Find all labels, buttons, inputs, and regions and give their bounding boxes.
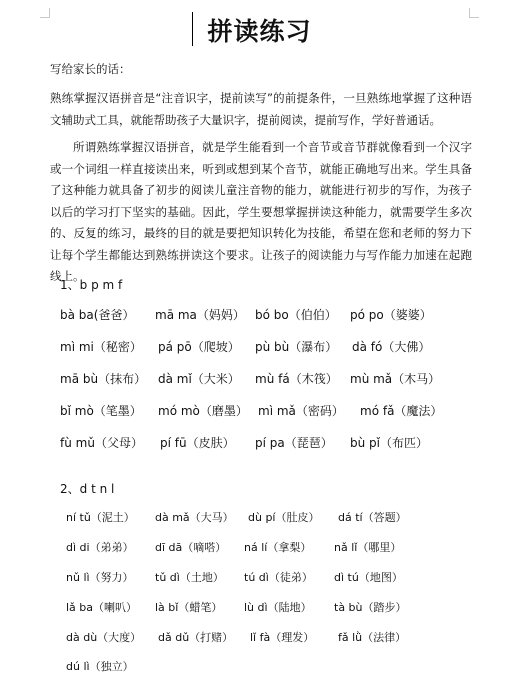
word-item: mā bù（抹布） xyxy=(60,372,147,386)
word-item: pá pō（爬坡） xyxy=(158,340,240,354)
word-row xyxy=(0,434,519,454)
word-row xyxy=(0,402,519,422)
text-cursor xyxy=(192,12,193,46)
word-item: pí pa（琵琶） xyxy=(255,436,333,450)
word-item: mó fǎ（魔法） xyxy=(360,404,443,418)
word-row xyxy=(0,370,519,390)
word-row xyxy=(0,599,519,619)
word-item: fǎ lǜ（法律） xyxy=(338,631,407,644)
word-item: ná lí（拿梨） xyxy=(244,541,312,554)
word-item: dú lì（独立） xyxy=(66,660,134,673)
word-row xyxy=(0,338,519,358)
word-item: pù bù（瀑布） xyxy=(255,340,338,354)
salutation: 写给家长的话： xyxy=(50,62,131,76)
word-item: mù fá（木筏） xyxy=(255,372,338,386)
word-item: nǔ lì（努力） xyxy=(66,571,134,584)
word-item: dà dù（大度） xyxy=(66,631,142,644)
word-item: lǐ fà（理发） xyxy=(250,631,315,644)
word-row xyxy=(0,306,519,326)
page-title: 拼读练习 xyxy=(207,17,312,46)
word-item: pó po（婆婆） xyxy=(350,308,432,322)
word-row xyxy=(0,658,519,678)
word-item: dì di（弟弟） xyxy=(66,541,134,554)
word-item: tà bù（踏步） xyxy=(334,601,407,614)
word-item: lù dì（陆地） xyxy=(244,601,312,614)
word-row xyxy=(0,509,519,529)
word-row xyxy=(0,569,519,589)
word-item: dá tí（答题） xyxy=(338,511,407,524)
paragraph-intro: 熟练掌握汉语拼音是“注音识字，提前读写”的前提条件，一旦熟练地掌握了这种语文辅助式工具，就能帮助孩子大量识字，提前阅读，提前写作，学好普通话。 xyxy=(50,91,472,127)
word-item: bù pǐ（布匹） xyxy=(350,436,428,450)
word-item: tú dì（徒弟） xyxy=(244,571,313,584)
word-item: bó bo（伯伯） xyxy=(255,308,337,322)
word-item: dì tú（地图） xyxy=(334,571,403,584)
word-item: mì mǎ（密码） xyxy=(258,404,344,418)
word-item: mì mi（秘密） xyxy=(60,340,142,354)
word-item: là bǐ（蜡笔） xyxy=(155,601,223,614)
word-row xyxy=(0,539,519,559)
word-item: dà mǐ（大米） xyxy=(158,372,240,386)
word-item: fù mǔ（父母） xyxy=(60,436,143,450)
section-heading-bpmf: 1、b p m f xyxy=(60,278,123,292)
word-item: tǔ dì（土地） xyxy=(155,571,224,584)
word-item: pí fū（皮肤） xyxy=(160,436,235,450)
word-item: mó mò（磨墨） xyxy=(158,404,248,418)
word-item: mā ma（妈妈） xyxy=(155,308,245,322)
word-item: ní tǔ（泥土） xyxy=(66,511,135,524)
word-row xyxy=(0,629,519,649)
paragraph-body: 所谓熟练掌握汉语拼音，就是学生能看到一个音节或音节群就像看到一个汉字或一个词组一样直接读出来，听到或想到某个音节，就能正确地写出来。学生具备了这种能力就具备了初步的阅读儿童注音物的能力，就能进行初步的写作，为孩子以后的学习打下坚实的基础。因此，学生要想掌握拼读这种能力，就需要学生多次的、反复的练习，最终的目的就是要把知识转化为技能，希望在您和老师的努力下让每个学生都能达到熟练拼读这个要求。让孩子的阅读能力与写作能力加速在起跑线上。 xyxy=(50,140,472,283)
word-item: mù mǎ（木马） xyxy=(350,372,441,386)
word-item: bǐ mò（笔墨） xyxy=(60,404,142,418)
word-item: nǎ lǐ（哪里） xyxy=(334,541,402,554)
word-item: lǎ ba（喇叭） xyxy=(66,601,138,614)
word-item: bà ba(爸爸） xyxy=(60,308,135,322)
word-item: dà mǎ（大马） xyxy=(155,511,234,524)
word-item: dǎ dǔ（打赌） xyxy=(158,631,234,644)
section-heading-dtnl: 2、d t n l xyxy=(60,482,115,496)
word-item: dà fó（大佛） xyxy=(352,340,431,354)
word-item: dī dā（嘀嗒） xyxy=(155,541,227,554)
word-item: dù pí（肚皮） xyxy=(248,511,320,524)
